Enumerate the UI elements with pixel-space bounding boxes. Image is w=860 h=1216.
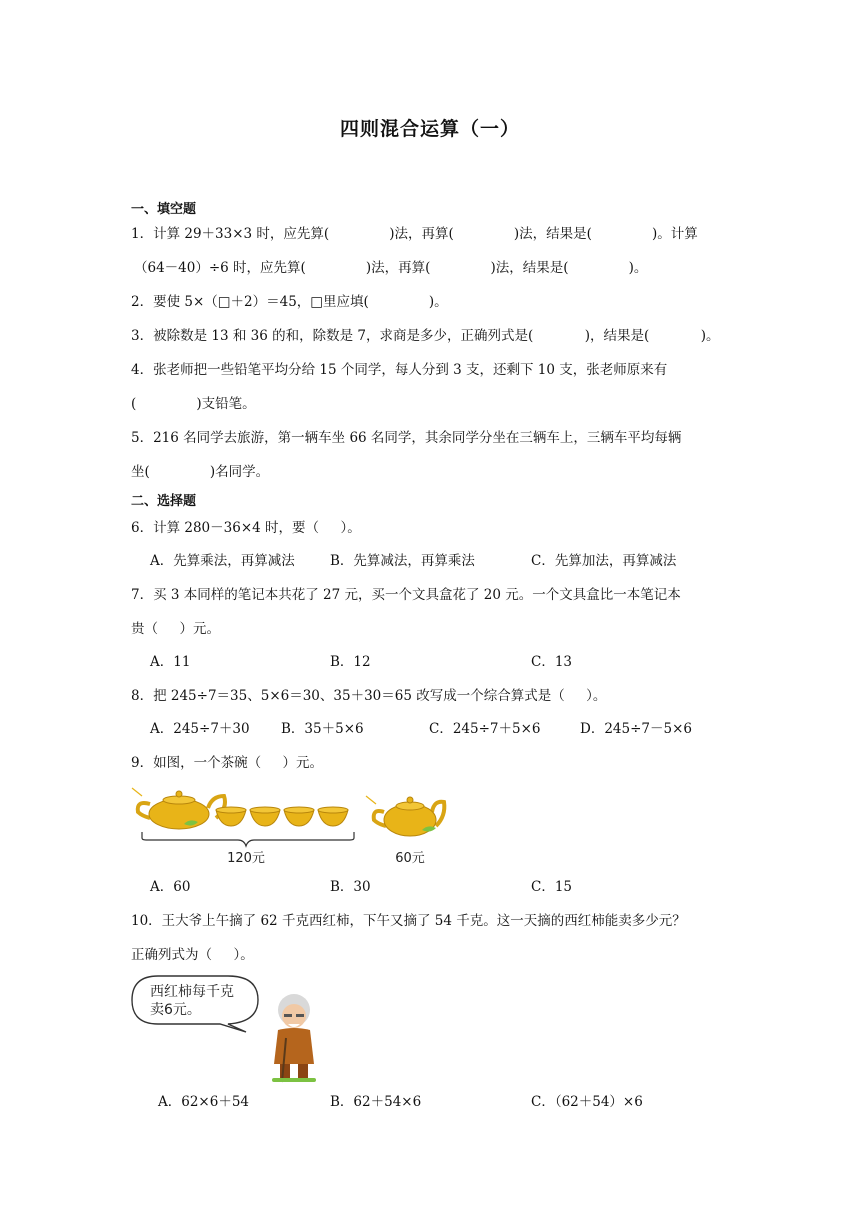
question-7-line-2: 贵（ ）元。 [131,621,220,637]
bowl-icon-1 [216,807,246,826]
question-7-option-c: C．13 [531,654,573,670]
section-heading-fill-blank: 一、填空题 [131,202,197,217]
question-10-option-b: B．62＋54×6 [330,1094,422,1110]
question-9-option-a: A．60 [150,879,191,895]
question-7-option-b: B．12 [330,654,371,670]
question-9: 9．如图，一个茶碗（ ）元。 [131,755,324,771]
question-9-option-c: C．15 [531,879,573,895]
brace-mark [142,832,354,846]
grandpa-icon [272,994,316,1082]
question-6-option-b: B．先算减法，再算乘法 [330,553,475,569]
sparkle-mark [366,796,376,804]
question-6-option-a: A．先算乘法，再算减法 [150,553,295,569]
question-8: 8．把 245÷7＝35、5×6＝30、35＋30＝65 改写成一个综合算式是（ ）。 [131,688,607,704]
grandpa-speech-figure [128,972,328,1087]
speech-bubble [132,976,258,1032]
question-1-line-1: 1．计算 29＋33×3 时，应先算( )法，再算( )法，结果是( )。计算 [131,226,698,242]
sparkle-mark [132,788,142,796]
question-5-line-1: 5．216 名同学去旅游，第一辆车坐 66 名同学，其余同学分坐在三辆车上，三辆车平均每辆 [131,430,682,446]
bubble-text-line-2: 卖6元。 [150,1002,201,1018]
question-4-line-1: 4．张老师把一些铅笔平均分给 15 个同学，每人分到 3 支，还剩下 10 支，张老师原来有 [131,362,668,378]
question-8-option-b: B．35＋5×6 [281,721,364,737]
section-heading-multiple-choice: 二、选择题 [131,494,197,509]
question-5-line-2: 坐( )名同学。 [131,464,270,480]
question-1-line-2: （64－40）÷6 时，应先算( )法，再算( )法，结果是( )。 [134,260,648,276]
teapot-bowls-figure [128,782,458,872]
question-10-line-1: 10．王大爷上午摘了 62 千克西红柿，下午又摘了 54 千克。这一天摘的西红柿能卖多少元？ [131,913,686,929]
question-6-option-c: C．先算加法，再算减法 [531,553,677,569]
question-10-option-a: A．62×6＋54 [158,1094,250,1110]
bowl-icon-3 [284,807,314,826]
teapot-icon [374,797,445,836]
question-10-line-2: 正确列式为（ ）。 [131,947,254,963]
label-60-yuan: 60元 [395,851,425,866]
question-7-line-1: 7．买 3 本同样的笔记本共花了 27 元，买一个文具盒花了 20 元。一个文具盒比一本笔记本 [131,587,681,603]
question-2: 2．要使 5×（□＋2）＝45，□里应填( )。 [131,294,448,310]
question-6: 6．计算 280－36×4 时，要（ ）。 [131,520,361,536]
bowl-icon-4 [318,807,348,826]
teapot-icon [138,791,225,829]
question-3: 3．被除数是 13 和 36 的和，除数是 7，求商是多少，正确列式是( )，结果是( )。 [131,328,720,344]
bowl-icon-2 [250,807,280,826]
label-120-yuan: 120元 [227,851,265,866]
question-4-line-2: ( )支铅笔。 [131,396,256,412]
question-8-option-d: D．245÷7－5×6 [580,721,692,737]
question-8-option-c: C．245÷7＋5×6 [429,721,541,737]
bubble-text-line-1: 西红柿每千克 [150,984,234,1000]
question-7-option-a: A．11 [150,654,191,670]
question-10-option-c: C．（62＋54）×6 [531,1094,643,1110]
page-title: 四则混合运算（一） [339,118,520,140]
question-8-option-a: A．245÷7＋30 [150,721,250,737]
question-9-option-b: B．30 [330,879,371,895]
